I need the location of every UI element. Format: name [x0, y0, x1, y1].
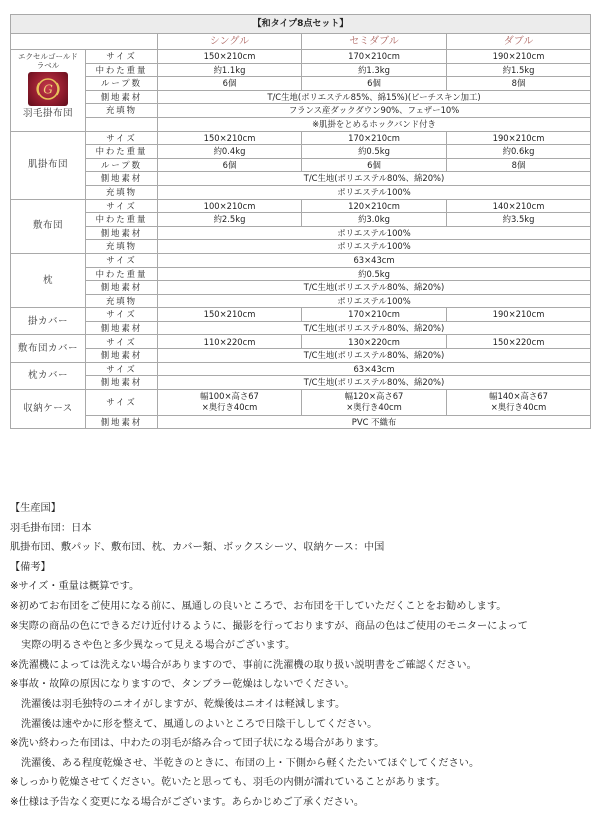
- table-row: [11, 321, 591, 335]
- value-cell: 約0.6kg: [447, 145, 591, 159]
- product-name-cell: 収納ケース: [11, 389, 86, 429]
- table-row: [11, 349, 591, 363]
- row-label: サイズ: [86, 199, 158, 213]
- row-label: 充填物: [86, 104, 158, 118]
- note-line: 洗濯後は速やかに形を整えて、風通しのよいところで日陰干ししてください。: [21, 718, 378, 730]
- notes-section: [10, 499, 590, 813]
- row-label: 側地素材: [86, 415, 158, 429]
- emblem-label-box: [11, 52, 85, 119]
- table-row: [11, 63, 591, 77]
- table-row: [11, 267, 591, 281]
- table-row: [11, 185, 591, 199]
- value-cell: 約1.3kg: [302, 63, 447, 77]
- value-cell: 8個: [447, 77, 591, 91]
- row-label: ループ数: [86, 77, 158, 91]
- row-label: 中わた重量: [86, 145, 158, 159]
- table-row: [11, 77, 591, 91]
- table-row: [11, 199, 591, 213]
- value-cell: 150×220cm: [447, 335, 591, 349]
- merged-value-cell: PVC 不織布: [158, 415, 591, 429]
- product-name-cell: 枕カバー: [11, 362, 86, 389]
- table-row: [11, 145, 591, 159]
- row-label: サイズ: [86, 362, 158, 376]
- note-line: ※しっかり乾燥させてください。乾いたと思っても、羽毛の内側が濡れていることがあります。: [10, 777, 446, 789]
- merged-value-cell: ポリエステル100%: [158, 185, 591, 199]
- value-cell: 130×220cm: [302, 335, 447, 349]
- value-cell: 6個: [302, 77, 447, 91]
- note-line: ※実際の商品の色にできるだけ近付けるように、撮影を行っておりますが、商品の色はご使用のモニターによって: [10, 620, 528, 632]
- column-double: ダブル: [447, 34, 591, 50]
- gold-label-emblem-icon: [28, 72, 68, 106]
- value-cell: 100×210cm: [158, 199, 302, 213]
- table-row: [11, 104, 591, 118]
- note-line: ※仕様は予告なく変更になる場合がございます。あらかじめご了承ください。: [10, 796, 365, 808]
- merged-value-cell: ポリエステル100%: [158, 294, 591, 308]
- table-row: [11, 240, 591, 254]
- table-row: [11, 294, 591, 308]
- value-cell: 約3.0kg: [302, 213, 447, 227]
- value-cell: 約1.1kg: [158, 63, 302, 77]
- value-cell: 150×210cm: [158, 50, 302, 64]
- table-row: [11, 362, 591, 376]
- value-cell: 190×210cm: [447, 50, 591, 64]
- value-cell: 約3.5kg: [447, 213, 591, 227]
- row-label: 側地素材: [86, 281, 158, 295]
- value-cell: 6個: [158, 77, 302, 91]
- value-cell: 6個: [158, 158, 302, 172]
- table-row: [11, 253, 591, 267]
- row-label: 側地素材: [86, 172, 158, 186]
- note-line: ※初めてお布団をご使用になる前に、風通しの良いところで、お布団を干していただくことをお勧めします。: [10, 600, 507, 612]
- note-line: ※洗い終わった布団は、中わたの羽毛が絡み合って団子状になる場合があります。: [10, 738, 385, 750]
- emblem-label-text: ラベル: [36, 61, 60, 70]
- value-cell: 170×210cm: [302, 308, 447, 322]
- table-row: [11, 389, 591, 415]
- row-label: 充填物: [86, 185, 158, 199]
- merged-value-cell: T/C生地(ポリエステル80%、綿20%): [158, 172, 591, 186]
- product-name-cell: 肌掛布団: [11, 131, 86, 199]
- svg-text:G: G: [43, 82, 53, 97]
- row-label: 中わた重量: [86, 267, 158, 281]
- product-name-cell: 敷布団: [11, 199, 86, 253]
- merged-value-cell: ※肌掛をとめるホックバンド付き: [158, 117, 591, 131]
- table-row: [11, 213, 591, 227]
- row-label: 中わた重量: [86, 63, 158, 77]
- note-line: 洗濯後は羽毛独特のニオイがしますが、乾燥後はニオイは軽減します。: [21, 698, 346, 710]
- note-line: 洗濯後、ある程度乾燥させ、半乾きのときに、布団の上・下側から軽くたたいてほぐしてください。: [21, 757, 480, 769]
- value-cell: 190×210cm: [447, 131, 591, 145]
- value-cell: 6個: [302, 158, 447, 172]
- merged-value-cell: T/C生地(ポリエステル85%、綿15%)(ピーチスキン加工): [158, 90, 591, 104]
- table-row: [11, 376, 591, 390]
- merged-value-cell: フランス産ダックダウン90%、フェザー10%: [158, 104, 591, 118]
- merged-value-cell: T/C生地(ポリエステル80%、綿20%): [158, 376, 591, 390]
- spec-table: [10, 14, 591, 429]
- table-row: [11, 226, 591, 240]
- row-label: サイズ: [86, 253, 158, 267]
- header-corner: [11, 34, 158, 50]
- merged-value-cell: T/C生地(ポリエステル80%、綿20%): [158, 281, 591, 295]
- value-cell: 約0.4kg: [158, 145, 302, 159]
- merged-value-cell: 約0.5kg: [158, 267, 591, 281]
- merged-value-cell: 63×43cm: [158, 362, 591, 376]
- row-label: 側地素材: [86, 226, 158, 240]
- row-label: サイズ: [86, 131, 158, 145]
- note-line: ※事故・故障の原因になりますので、タンブラー乾燥はしないでください。: [10, 679, 355, 691]
- table-row: [11, 158, 591, 172]
- row-label: サイズ: [86, 308, 158, 322]
- row-label: 中わた重量: [86, 213, 158, 227]
- note-line: 【備考】: [10, 561, 51, 573]
- table-row: [11, 335, 591, 349]
- value-cell: 140×210cm: [447, 199, 591, 213]
- table-row: [11, 415, 591, 429]
- value-cell: 150×210cm: [158, 131, 302, 145]
- table-row: [11, 308, 591, 322]
- product-name-cell: 枕: [11, 253, 86, 307]
- note-line: 【生産国】: [10, 503, 61, 514]
- note-line: 羽毛掛布団：日本: [10, 522, 92, 534]
- product-name-cell: [11, 50, 86, 132]
- table-row: [11, 172, 591, 186]
- product-name-cell: 敷布団カバー: [11, 335, 86, 362]
- value-cell: 150×210cm: [158, 308, 302, 322]
- table-row: [11, 117, 591, 131]
- value-cell: 110×220cm: [158, 335, 302, 349]
- value-cell: 190×210cm: [447, 308, 591, 322]
- note-line: 肌掛布団、敷パッド、敷布団、枕、カバー類、ボックスシーツ、収納ケース：中国: [10, 542, 385, 554]
- value-cell: 幅120×高さ67 ×奥行き40cm: [302, 389, 447, 415]
- product-name: 羽毛掛布団: [22, 108, 73, 119]
- merged-value-cell: T/C生地(ポリエステル80%、綿20%): [158, 321, 591, 335]
- table-row: [11, 281, 591, 295]
- note-line: ※洗濯機によっては洗えない場合がありますので、事前に洗濯機の取り扱い説明書をご確認ください。: [10, 659, 477, 671]
- row-label: ループ数: [86, 158, 158, 172]
- value-cell: 120×210cm: [302, 199, 447, 213]
- table-row: [11, 50, 591, 64]
- row-label: 側地素材: [86, 349, 158, 363]
- row-label: サイズ: [86, 50, 158, 64]
- table-row: [11, 131, 591, 145]
- emblem-label-text: エクセルゴールド: [18, 52, 78, 61]
- merged-value-cell: 63×43cm: [158, 253, 591, 267]
- merged-value-cell: ポリエステル100%: [158, 226, 591, 240]
- value-cell: 約1.5kg: [447, 63, 591, 77]
- note-line: ※サイズ・重量は概算です。: [10, 581, 140, 593]
- note-line: 実際の明るさや色と多少異なって見える場合がございます。: [21, 640, 296, 652]
- merged-value-cell: ポリエステル100%: [158, 240, 591, 254]
- row-label: 側地素材: [86, 321, 158, 335]
- product-name-cell: 掛カバー: [11, 308, 86, 335]
- value-cell: 170×210cm: [302, 50, 447, 64]
- column-single: シングル: [158, 34, 302, 50]
- row-label: サイズ: [86, 335, 158, 349]
- value-cell: 8個: [447, 158, 591, 172]
- row-label: 側地素材: [86, 90, 158, 104]
- row-label: サイズ: [86, 389, 158, 415]
- value-cell: 170×210cm: [302, 131, 447, 145]
- column-semi-double: セミダブル: [302, 34, 447, 50]
- table-title: 【和タイプ8点セット】: [11, 15, 591, 34]
- value-cell: 幅100×高さ67 ×奥行き40cm: [158, 389, 302, 415]
- merged-value-cell: T/C生地(ポリエステル80%、綿20%): [158, 349, 591, 363]
- row-label: 側地素材: [86, 376, 158, 390]
- row-label: 充填物: [86, 294, 158, 308]
- value-cell: 幅140×高さ67 ×奥行き40cm: [447, 389, 591, 415]
- row-label: [86, 117, 158, 131]
- value-cell: 約2.5kg: [158, 213, 302, 227]
- row-label: 充填物: [86, 240, 158, 254]
- table-row: [11, 90, 591, 104]
- value-cell: 約0.5kg: [302, 145, 447, 159]
